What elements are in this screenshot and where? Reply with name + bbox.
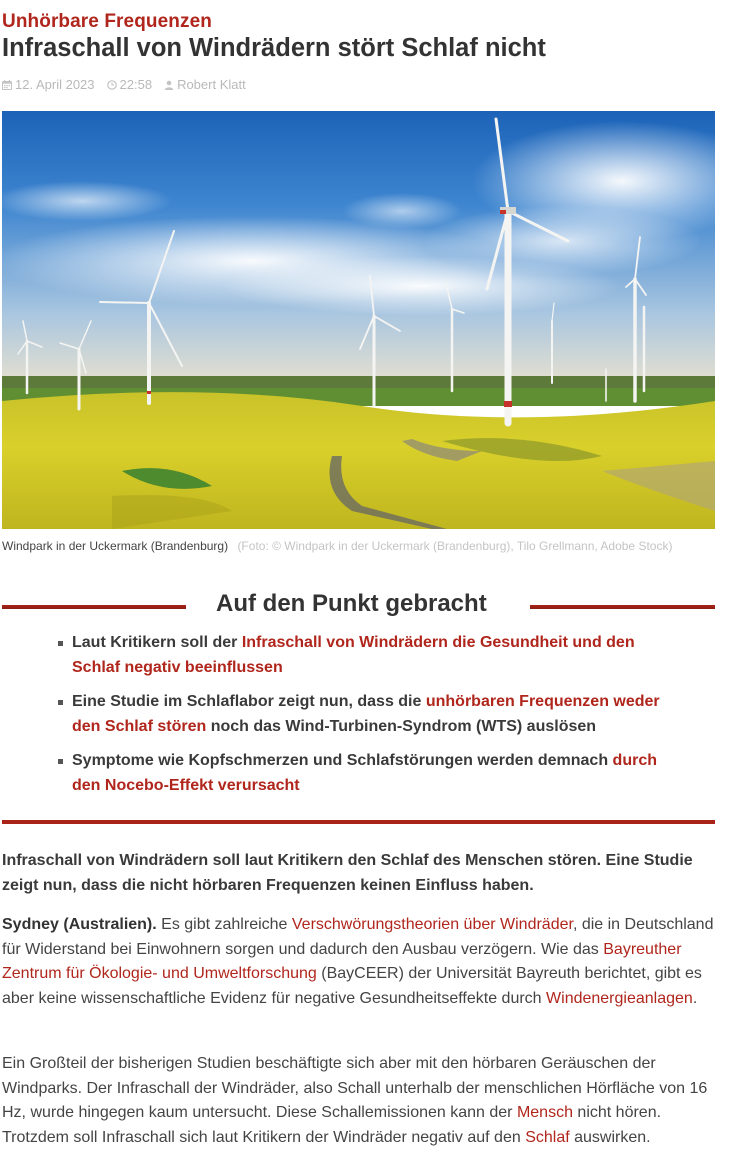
article-lead: Infraschall von Windrädern soll laut Kritikern den Schlaf des Menschen stören. Eine Studie zeigt nun, dass die nicht hörbaren Frequenzen keinen Einfluss haben. — [2, 852, 693, 894]
user-icon — [164, 80, 174, 90]
article-meta — [2, 77, 246, 92]
meta-time-text: 22:58 — [119, 77, 153, 92]
point-highlight: unhörbaren Frequenzen weder den Schlaf stören — [72, 693, 660, 735]
article-paragraph — [2, 913, 715, 1011]
link-bayceer[interactable]: Bayreuther Zentrum für Ökologie- und Umweltforschung — [2, 940, 682, 983]
meta-date — [2, 77, 95, 92]
summary-point — [72, 690, 672, 739]
dateline: Sydney (Australien). — [2, 916, 157, 933]
link-mensch[interactable]: Mensch — [516, 1104, 573, 1122]
article-kicker: Unhörbare Frequenzen — [2, 11, 212, 32]
paragraph-text: auswirken. — [569, 1128, 651, 1146]
paragraph-text: Es gibt zahlreiche — [156, 916, 292, 933]
meta-time — [107, 77, 153, 92]
hero-image — [2, 111, 715, 529]
clock-icon — [107, 80, 117, 90]
point-text: noch das Wind-Turbinen-Syndrom (WTS) auslösen — [206, 717, 597, 735]
point-text: Laut Kritikern soll der — [72, 634, 242, 651]
paragraph-text: , die in Deutschland für Widerstand bei Einwohnern sorgen und dadurch den Ausbau verzögern. Wie das — [2, 916, 714, 958]
meta-date-text: 12. April 2023 — [15, 77, 95, 92]
point-highlight: durch den Nocebo-Effekt verursacht — [72, 752, 657, 794]
paragraph-text: nicht hören. Trotzdem soll Infraschall sich laut Kritikern der Windräder negativ auf den — [2, 1104, 662, 1146]
meta-author-link[interactable]: Robert Klatt — [177, 77, 246, 92]
paragraph-text: . — [692, 989, 698, 1007]
summary-box-footer-divider — [2, 820, 715, 824]
meta-author — [164, 77, 246, 92]
link-schlaf[interactable]: Schlaf — [525, 1128, 570, 1146]
divider-left — [2, 605, 186, 609]
summary-point — [72, 749, 672, 798]
caption-text: Windpark in der Uckermark (Brandenburg) — [2, 539, 229, 553]
summary-point — [72, 631, 672, 680]
article-title: Infraschall von Windrädern stört Schlaf nicht — [2, 34, 546, 62]
image-credit: (Foto: © Windpark in der Uckermark (Brandenburg), Tilo Grellmann, Adobe Stock) — [237, 539, 673, 553]
point-highlight: Infraschall von Windrädern die Gesundheit und den Schlaf negativ beeinflussen — [72, 634, 635, 676]
paragraph-text: (BayCEER) der Universität Bayreuth berichtet, gibt es aber keine wissenschaftliche Evidenz für negative Gesundheitseffekte durch — [2, 965, 702, 1007]
divider-right — [530, 605, 715, 609]
calendar-icon — [2, 80, 12, 90]
wind-farm-photo — [2, 111, 715, 529]
point-text: Symptome wie Kopfschmerzen und Schlafstörungen werden demnach — [72, 752, 613, 769]
article-paragraph — [2, 1052, 715, 1150]
point-text: Eine Studie im Schlaflabor zeigt nun, dass die — [72, 693, 426, 710]
summary-box-header — [2, 590, 715, 624]
link-verschwoerungstheorien[interactable]: Verschwörungstheorien über Windräder — [291, 916, 573, 933]
link-windenergieanlagen[interactable]: Windenergieanlagen — [546, 989, 693, 1007]
paragraph-text: Ein Großteil der bisherigen Studien beschäftigte sich aber mit den hörbaren Geräuschen der Windparks. Der Infraschall der Windräder, also Schall unterhalb der menschlichen Hörfläche von 16 Hz, wurde hingegen kaum untersucht. Diese Schallemissionen kann der — [2, 1055, 708, 1122]
image-caption — [2, 539, 672, 553]
summary-box-title: Auf den Punkt gebracht — [216, 590, 487, 617]
summary-points — [72, 631, 672, 808]
